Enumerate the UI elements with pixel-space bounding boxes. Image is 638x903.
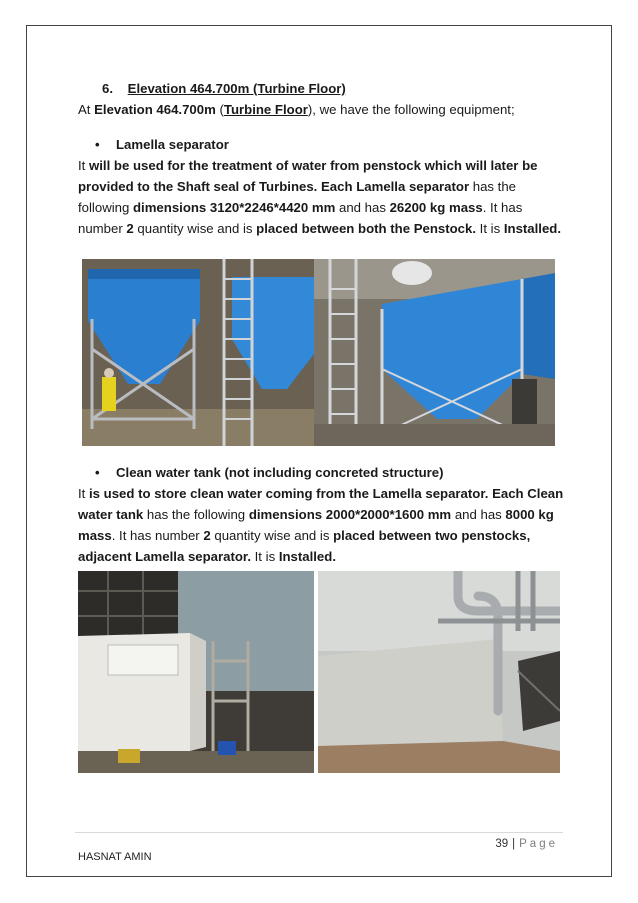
- lamella-t2: has the following: [78, 179, 517, 215]
- page-number: 39: [495, 838, 509, 850]
- section-title: Elevation 464.700m (Turbine Floor): [127, 81, 346, 96]
- intro-text-2: (: [215, 102, 224, 117]
- author-name: HASNAT AMIN: [78, 851, 152, 863]
- cleanwater-b5: placed between two penstocks, adjacent Lamella separator.: [78, 528, 531, 564]
- footer-divider: [75, 832, 563, 833]
- lamella-t3: and has: [335, 200, 390, 215]
- cleanwater-t6: It is: [250, 549, 279, 564]
- cleanwater-b4: 2: [203, 528, 211, 543]
- intro-text-1: At: [78, 102, 95, 117]
- lamella-bullet: [78, 134, 564, 155]
- lamella-paragraph: [78, 155, 564, 239]
- lamella-b4: 2: [126, 221, 134, 236]
- intro-text-3: ), we have the following equipment;: [307, 102, 515, 117]
- cleanwater-t4: . It has number: [111, 528, 204, 543]
- lamella-t1: It: [78, 158, 89, 173]
- lamella-t6: It is: [476, 221, 504, 236]
- lamella-b2: dimensions 3120*2246*4420 mm: [132, 200, 336, 215]
- clean-water-section: [78, 462, 564, 567]
- lamella-separator-photo: [82, 259, 555, 446]
- cleanwater-t5: quantity wise and is: [210, 528, 334, 543]
- lamella-b3: 26200 kg mass: [389, 200, 483, 215]
- bullet-dot-icon: •: [95, 465, 100, 480]
- cleanwater-b3: 8000 kg mass: [78, 507, 554, 543]
- page-content: [78, 78, 564, 239]
- page-label: Page: [519, 838, 558, 850]
- cleanwater-b2: dimensions 2000*2000*1600 mm: [248, 507, 452, 522]
- cleanwater-t3: and has: [451, 507, 506, 522]
- intro-paragraph: [78, 99, 564, 120]
- cleanwater-b6: Installed.: [278, 549, 336, 564]
- bullet-dot-icon: •: [95, 137, 100, 152]
- lamella-t4: . It has number: [78, 200, 523, 236]
- lamella-heading: Lamella separator: [116, 137, 229, 152]
- lamella-b1: will be used for the treatment of water from penstock which will later be provided to the Shaft seal of Turbines. Each Lamella separator: [78, 158, 538, 194]
- cleanwater-paragraph: [78, 483, 564, 567]
- cleanwater-t2: has the following: [143, 507, 249, 522]
- section-number: 6.: [102, 81, 113, 96]
- lamella-b5: placed between both the Penstock.: [256, 221, 476, 236]
- cleanwater-bullet: [78, 462, 564, 483]
- intro-bold-turbine-floor: Turbine Floor: [223, 102, 308, 117]
- lamella-b6: Installed.: [503, 221, 562, 236]
- cleanwater-t1: It: [78, 486, 89, 501]
- section-heading: [102, 78, 564, 99]
- lamella-t5: quantity wise and is: [133, 221, 257, 236]
- intro-bold-elevation: Elevation 464.700m: [94, 102, 216, 117]
- cleanwater-heading: Clean water tank (not including concreted structure): [116, 465, 444, 480]
- page-separator: |: [512, 838, 516, 850]
- clean-water-tank-photo: [78, 571, 560, 773]
- page-number-footer: [495, 838, 558, 850]
- cleanwater-b1: is used to store clean water coming from the Lamella separator. Each Clean water tank: [78, 486, 564, 522]
